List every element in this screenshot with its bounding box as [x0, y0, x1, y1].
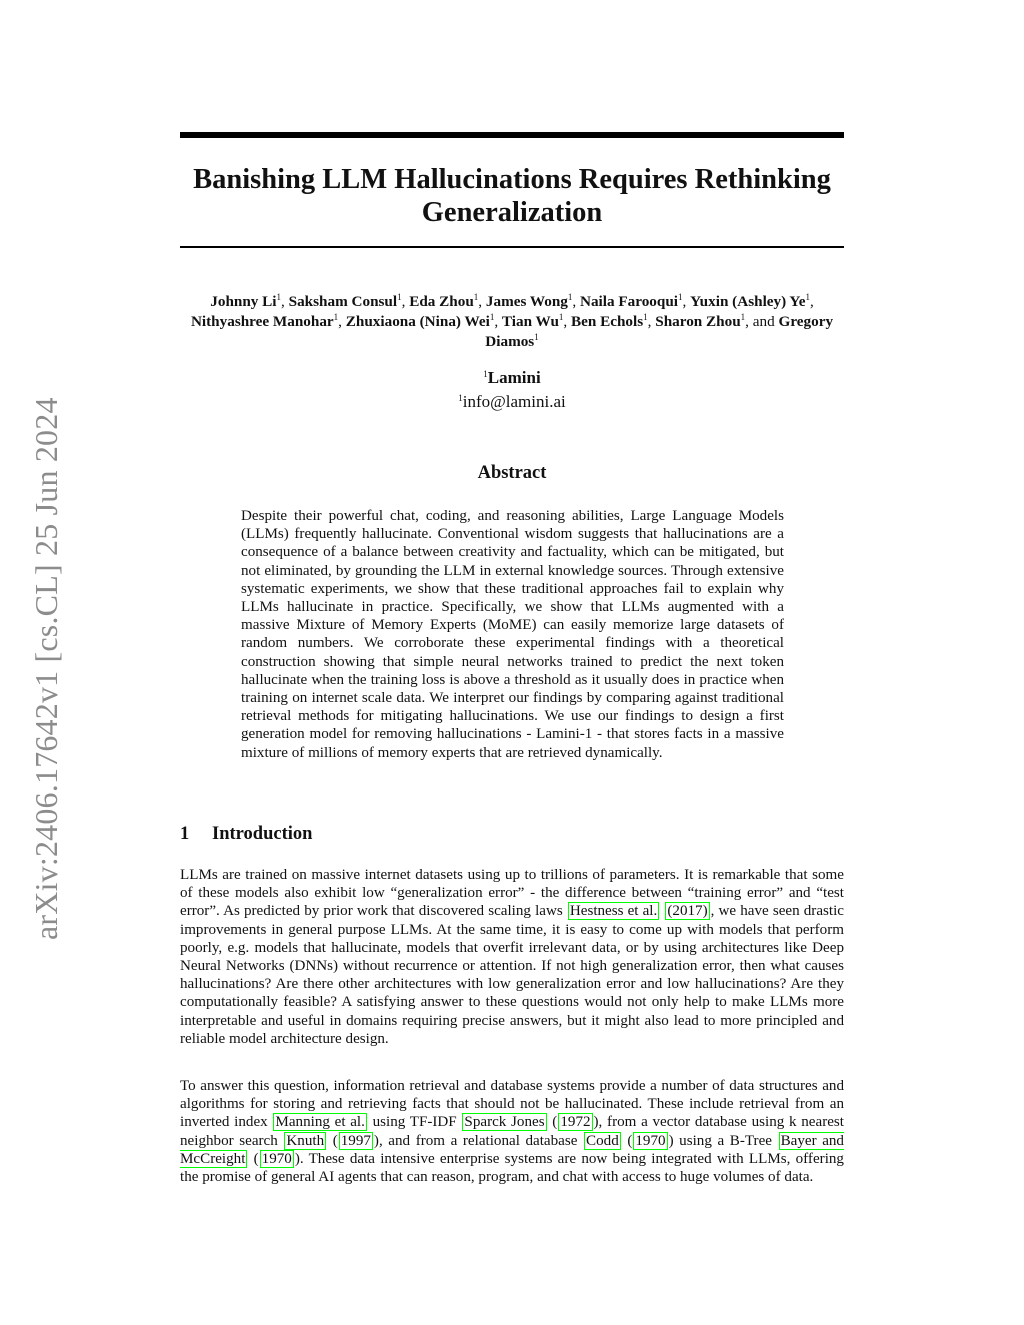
affiliation-name: Lamini — [487, 368, 541, 387]
author-list — [170, 292, 854, 352]
author-name: Nithyashree Manohar — [190, 313, 334, 330]
author-name: Naila Farooqui — [579, 293, 679, 310]
arxiv-identifier-stamp: arXiv:2406.17642v1 [cs.CL] 25 Jun 2024 — [28, 397, 64, 940]
paragraph-text — [660, 903, 664, 919]
author-separator: , and — [745, 313, 779, 330]
author-affiliation-mark: 1 — [558, 312, 564, 322]
affiliation-org — [180, 366, 844, 390]
affiliation-block — [180, 366, 844, 414]
contact-email[interactable]: info@lamini.ai — [462, 392, 566, 411]
introduction-paragraph-1 — [180, 866, 844, 1048]
citation-link[interactable]: Knuth — [286, 1132, 325, 1149]
author-separator: , — [494, 313, 502, 330]
author-affiliation-mark: 1 — [473, 292, 479, 302]
author-name: Eda Zhou — [409, 293, 474, 310]
author-affiliation-mark: 1 — [333, 312, 339, 322]
author-separator: , — [572, 293, 580, 310]
citation-link[interactable]: Manning et al. — [275, 1114, 365, 1131]
author-affiliation-mark: 1 — [643, 312, 648, 322]
author-affiliation-mark: 1 — [397, 292, 402, 302]
author-name: Ben Echols — [571, 313, 644, 330]
author-separator: , — [281, 293, 289, 310]
author-affiliation-mark: 1 — [567, 292, 573, 302]
title-top-rule — [180, 132, 844, 138]
email-mark: 1 — [458, 393, 463, 403]
author-separator: , — [563, 313, 571, 330]
paragraph-text: ( — [327, 1132, 338, 1149]
author-separator: , — [647, 313, 656, 330]
author-affiliation-mark: 1 — [534, 332, 539, 342]
author-affiliation-mark: 1 — [805, 292, 810, 302]
section-title: Introduction — [212, 824, 313, 844]
paragraph-text: ( — [547, 1114, 558, 1131]
author-name: Yuxin (Ashley) Ye — [690, 293, 806, 310]
author-affiliation-mark: 1 — [276, 292, 282, 302]
title-bottom-rule — [180, 246, 844, 248]
paragraph-text: ). These data intensive enterprise systems are now being integrated with LLMs, offering the promise of general AI agents that can reason, program, and chat with access to huge volumes of data. — [180, 1150, 844, 1186]
author-name: Saksham Consul — [288, 293, 398, 310]
author-separator: , — [338, 313, 346, 330]
citation-link[interactable]: Bayer and McCreight — [180, 1132, 844, 1167]
citation-link[interactable]: Codd — [586, 1132, 619, 1149]
paper-title: Banishing LLM Hallucinations Requires Rethinking Generalization — [193, 164, 831, 228]
paragraph-text: ( — [248, 1150, 259, 1167]
author-separator: , — [478, 293, 486, 310]
paragraph-text: ) using a B-Tree — [668, 1132, 778, 1149]
paragraph-text: ), from a vector database using k nearest neighbor search — [180, 1114, 844, 1149]
paragraph-text: ( — [621, 1132, 633, 1149]
affiliation-mark: 1 — [483, 369, 488, 379]
citation-link[interactable]: 1972 — [560, 1114, 591, 1131]
author-name: Tian Wu — [501, 313, 559, 330]
author-affiliation-mark: 1 — [678, 292, 683, 302]
citation-link[interactable]: Sparck Jones — [464, 1114, 545, 1131]
author-affiliation-mark: 1 — [489, 312, 495, 322]
introduction-paragraph-2 — [180, 1077, 844, 1186]
author-name: James Wong — [485, 293, 568, 310]
section-heading-introduction — [180, 821, 844, 847]
paragraph-text: using TF-IDF — [367, 1114, 462, 1131]
citation-link[interactable]: 1997 — [340, 1132, 371, 1149]
section-number: 1 — [180, 824, 190, 844]
paragraph-text: ), and from a relational database — [373, 1132, 584, 1149]
author-separator: , — [682, 293, 691, 310]
author-name: Sharon Zhou — [655, 313, 741, 330]
citation-link[interactable]: 1970 — [635, 1132, 666, 1149]
citation-link[interactable]: Hestness et al. — [569, 903, 658, 920]
author-separator: , — [809, 293, 814, 310]
paragraph-text: LLMs are trained on massive internet datasets using up to trillions of parameters. It is remarkable that some of these models also exhibit low “generalization error” - the difference between “training error” and “test error”. As predicted by prior work that discovered scaling laws — [180, 867, 844, 920]
paragraph-text: , we have seen drastic improvements in general purpose LLMs. At the same time, it is easy to come up with models that perform poorly, e.g. models that hallucinate, models that overfit irrelevant data, or by using architectures like Deep Neural Networks (DNNs) without recurrence or attention. If not high generalization error, then what causes hallucinations? Are there other architectures with low generalization error and low hallucinations? Are they computationally feasible? A satisfying answer to these questions would not only help to make LLMs more interpretable and useful in domains requiring precise answers, but it might also lead to more principled and reliable model architecture design. — [180, 903, 844, 1047]
author-name: Johnny Li — [210, 293, 277, 310]
paragraph-text: To answer this question, information retrieval and database systems provide a number of data structures and algorithms for storing and retrieving facts that should not be hallucinated. These include retrieval from an inverted index — [180, 1078, 844, 1131]
author-affiliation-mark: 1 — [740, 312, 746, 322]
citation-link[interactable]: (2017) — [667, 903, 708, 920]
citation-link[interactable]: 1970 — [261, 1150, 292, 1167]
author-name: Zhuxiaona (Nina) Wei — [345, 313, 490, 330]
author-separator: , — [401, 293, 410, 310]
abstract-heading: Abstract — [477, 463, 547, 483]
abstract-text: Despite their powerful chat, coding, and reasoning abilities, Large Language Models (LLMs) frequently hallucinate. Conventional wisdom suggests that hallucinations are a consequence of a balance between creativity and factuality, which can be mitigated, but not eliminated, by grounding the LLM in external knowledge sources. Through extensive systematic experiments, we show that these traditional approaches fail to explain why LLMs hallucinate in practice. Specifically, we show that LLMs augmented with a massive Mixture of Memory Experts (MoME) can easily memorize large datasets of random numbers. We corroborate these experimental findings with a theoretical construction showing that simple neural networks trained to predict the next token hallucinate when the training loss is above a threshold as it usually does in practice when training on internet scale data. We interpret our findings by comparing against traditional retrieval methods for mitigating hallucinations. We use our findings to design a first generation model for removing hallucinations - Lamini-1 - that stores facts in a massive mixture of millions of memory experts that are retrieved dynamically. — [241, 508, 784, 761]
affiliation-email-line — [180, 390, 844, 414]
author-name: Gregory Diamos — [485, 313, 834, 350]
